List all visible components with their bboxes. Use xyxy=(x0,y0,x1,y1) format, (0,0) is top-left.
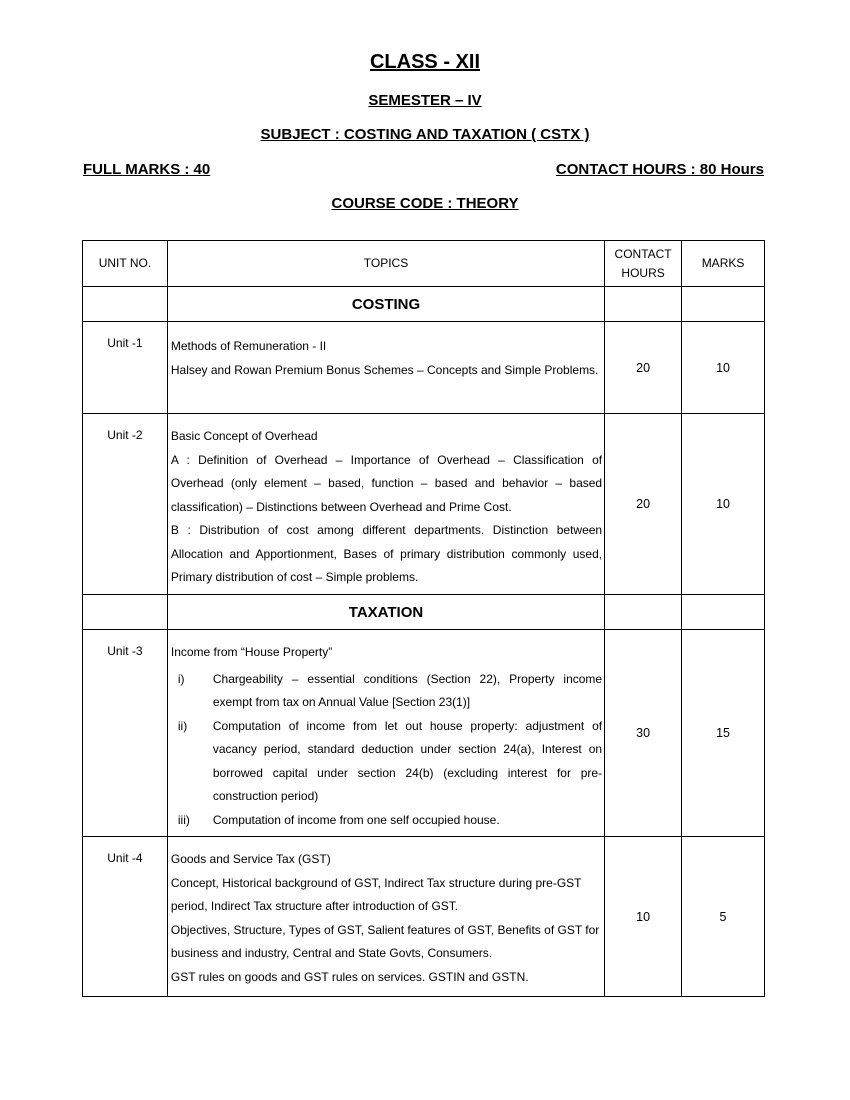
table-row xyxy=(83,837,765,997)
topic-title: Basic Concept of Overhead xyxy=(170,429,318,443)
marks-header: MARKS xyxy=(682,241,765,287)
topic-cell xyxy=(167,630,604,837)
section-row-taxation xyxy=(83,595,765,630)
topic-paragraph: Halsey and Rowan Premium Bonus Schemes – Concepts and Simple Problems. xyxy=(170,362,599,377)
syllabus-table xyxy=(82,240,765,997)
marks-value: 10 xyxy=(682,414,765,595)
item-number: i) xyxy=(177,671,185,686)
semester-title: SEMESTER – IV xyxy=(368,92,482,109)
topics-header: TOPICS xyxy=(167,241,604,287)
contact-hours-header xyxy=(605,241,682,287)
item-text: Chargeability – essential conditions (Section 22), Property income exempt from tax on Annual Value [Section 23(1)] xyxy=(212,671,603,709)
unit-number: Unit -2 xyxy=(83,414,168,595)
item-text: Computation of income from let out house property: adjustment of vacancy period, standard deduction under section 24(a), Interest on borrowed capital under section 24(b) (excluding interest for pre-construction period) xyxy=(212,718,603,803)
table-row xyxy=(83,322,765,414)
class-title: CLASS - XII xyxy=(369,51,480,73)
full-marks: FULL MARKS : 40 xyxy=(83,161,211,178)
section-row-costing xyxy=(83,287,765,322)
item-number: ii) xyxy=(177,718,188,733)
list-item xyxy=(171,809,602,833)
topic-title: Methods of Remuneration - II xyxy=(170,339,327,353)
table-header-row xyxy=(83,241,765,287)
topic-title: Income from “House Property” xyxy=(170,645,333,659)
table-row xyxy=(83,414,765,595)
list-item xyxy=(171,668,602,715)
topic-paragraph: B : Distribution of cost among different departments. Distinction between Allocation and Apportionment, Bases of primary distribution commonly used, Primary distribution of cost – Simple problems. xyxy=(170,523,603,584)
unit-number: Unit -1 xyxy=(83,322,168,414)
topic-paragraph: Objectives, Structure, Types of GST, Salient features of GST, Benefits of GST for business and industry, Central and State Govts, Consumers. xyxy=(170,922,600,960)
course-code: COURSE CODE : THEORY xyxy=(331,195,519,212)
contact-hours-value: 10 xyxy=(605,837,682,997)
unit-no-header: UNIT NO. xyxy=(83,241,168,287)
section-label: COSTING xyxy=(167,287,604,322)
topic-cell xyxy=(167,414,604,595)
item-text: Computation of income from one self occupied house. xyxy=(212,812,500,827)
contact-hours-value: 30 xyxy=(605,630,682,837)
item-number: iii) xyxy=(177,812,190,827)
table-row xyxy=(83,630,765,837)
topic-cell xyxy=(167,837,604,997)
subject-title: SUBJECT : COSTING AND TAXATION ( CSTX ) xyxy=(260,126,590,143)
section-label: TAXATION xyxy=(167,595,604,630)
contact-hours-header-line2: HOURS xyxy=(621,265,665,280)
contact-hours-value: 20 xyxy=(605,322,682,414)
marks-value: 5 xyxy=(682,837,765,997)
marks-value: 15 xyxy=(682,630,765,837)
topic-paragraph: Concept, Historical background of GST, Indirect Tax structure during pre-GST period, Indirect Tax structure after introduction of GST. xyxy=(170,875,582,913)
topic-paragraph: A : Definition of Overhead – Importance of Overhead – Classification of Overhead (only element – based, function – based and behavior – based classification) – Distinctions between Overhead and Prime Cost. xyxy=(170,452,603,514)
list-item xyxy=(171,715,602,809)
unit-number: Unit -4 xyxy=(83,837,168,997)
topic-list xyxy=(171,668,602,833)
contact-hours-value: 20 xyxy=(605,414,682,595)
topic-title: Goods and Service Tax (GST) xyxy=(170,852,331,866)
marks-value: 10 xyxy=(682,322,765,414)
unit-number: Unit -3 xyxy=(83,630,168,837)
topic-paragraph: GST rules on goods and GST rules on services. GSTIN and GSTN. xyxy=(170,969,529,984)
contact-hours-header-line1: CONTACT xyxy=(614,246,672,261)
topic-cell xyxy=(167,322,604,414)
contact-hours: CONTACT HOURS : 80 Hours xyxy=(555,161,764,178)
